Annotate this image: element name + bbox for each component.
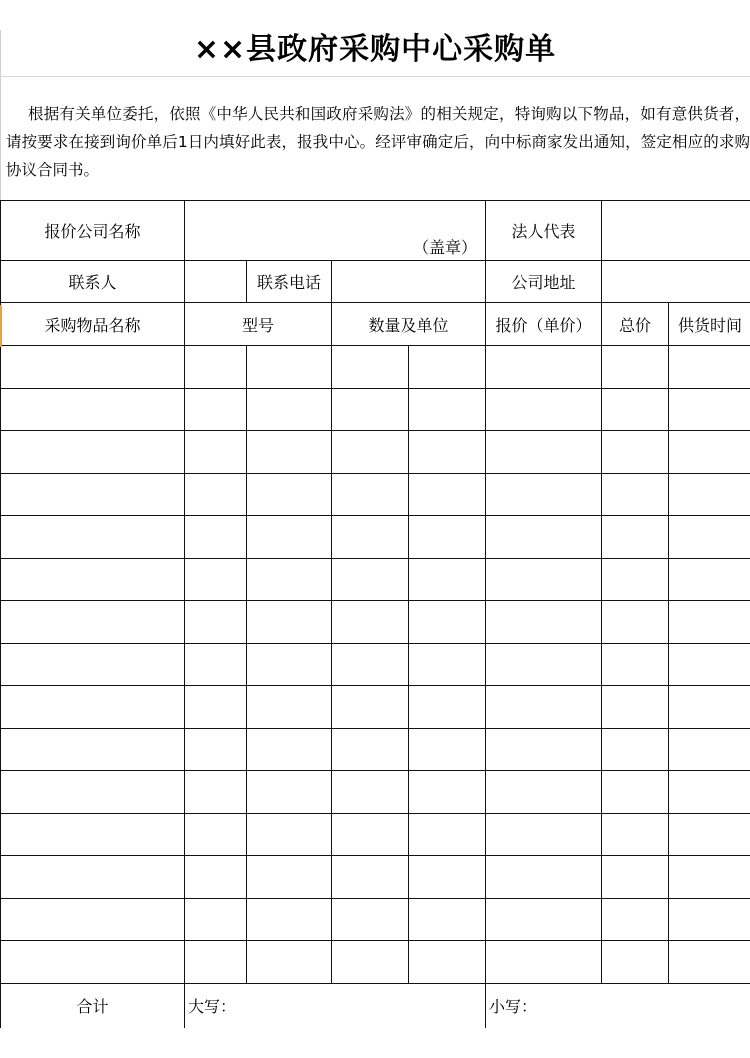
table-cell[interactable]: [409, 388, 486, 431]
data-rows: [1, 346, 750, 984]
table-row: [1, 346, 750, 389]
table-cell[interactable]: [486, 771, 602, 814]
table-cell[interactable]: [602, 431, 669, 474]
address-label: 公司地址: [486, 261, 602, 303]
table-cell[interactable]: [486, 388, 602, 431]
table-cell[interactable]: [669, 643, 750, 686]
company-name-label: 报价公司名称: [1, 201, 185, 261]
model-header: 型号: [185, 303, 332, 346]
table-row: [1, 516, 750, 559]
table-cell[interactable]: [669, 346, 750, 389]
table-cell[interactable]: [185, 601, 247, 644]
table-cell[interactable]: [247, 558, 332, 601]
table-cell[interactable]: [669, 558, 750, 601]
table-cell[interactable]: [185, 686, 247, 729]
table-cell[interactable]: [602, 813, 669, 856]
table-cell[interactable]: [1, 346, 185, 389]
table-cell[interactable]: [409, 516, 486, 559]
table-cell[interactable]: [1, 643, 185, 686]
table-cell[interactable]: [602, 856, 669, 899]
contact-field[interactable]: [185, 261, 247, 303]
table-cell[interactable]: [409, 431, 486, 474]
table-cell[interactable]: [409, 856, 486, 899]
table-cell[interactable]: [332, 516, 409, 559]
table-cell[interactable]: [669, 431, 750, 474]
table-cell[interactable]: [1, 431, 185, 474]
table-cell[interactable]: [669, 601, 750, 644]
uppercase-label: 大写：: [188, 997, 237, 1016]
table-cell[interactable]: [247, 473, 332, 516]
table-row: [1, 898, 750, 941]
table-cell[interactable]: [185, 771, 247, 814]
table-cell[interactable]: [486, 643, 602, 686]
table-cell[interactable]: [247, 728, 332, 771]
phone-field[interactable]: [332, 261, 486, 303]
table-row: [1, 856, 750, 899]
table-cell[interactable]: [247, 856, 332, 899]
table-cell[interactable]: [669, 771, 750, 814]
total-lowercase-field[interactable]: [486, 983, 750, 1028]
table-cell[interactable]: [332, 813, 409, 856]
table-cell[interactable]: [247, 898, 332, 941]
table-cell[interactable]: [247, 813, 332, 856]
table-cell[interactable]: [486, 728, 602, 771]
table-cell[interactable]: [486, 941, 602, 984]
table-cell[interactable]: [602, 643, 669, 686]
table-cell[interactable]: [247, 388, 332, 431]
table-cell[interactable]: [409, 643, 486, 686]
table-cell[interactable]: [185, 813, 247, 856]
table-cell[interactable]: [669, 941, 750, 984]
item-name-header: 采购物品名称: [1, 303, 185, 346]
table-cell[interactable]: [185, 473, 247, 516]
table-cell[interactable]: [185, 728, 247, 771]
table-cell[interactable]: [486, 516, 602, 559]
table-cell[interactable]: [486, 473, 602, 516]
lowercase-label: 小写：: [489, 997, 538, 1016]
table-cell[interactable]: [486, 898, 602, 941]
table-cell[interactable]: [409, 941, 486, 984]
table-row: [1, 388, 750, 431]
table-cell[interactable]: [247, 346, 332, 389]
table-cell[interactable]: [409, 813, 486, 856]
seal-label: （盖章）: [412, 238, 477, 257]
table-cell[interactable]: [486, 686, 602, 729]
procurement-form-table: [0, 200, 750, 1028]
table-cell[interactable]: [1, 898, 185, 941]
table-row: [1, 473, 750, 516]
company-name-field[interactable]: [185, 201, 486, 261]
table-cell[interactable]: [332, 898, 409, 941]
table-cell[interactable]: [1, 813, 185, 856]
table-cell[interactable]: [332, 601, 409, 644]
unit-price-header: 报价（单价）: [486, 303, 602, 346]
table-cell[interactable]: [1, 686, 185, 729]
intro-paragraph: 根据有关单位委托，依照《中华人民共和国政府采购法》的相关规定，特询购以下物品，如有意供货者，请按要求在接到询价单后1日内填好此表，报我中心。经评审确定后，向中标商家发出通知，签定相应的求购协议合同书。: [6, 105, 750, 179]
table-cell[interactable]: [247, 601, 332, 644]
address-field[interactable]: [602, 261, 750, 303]
table-cell[interactable]: [332, 473, 409, 516]
table-cell[interactable]: [185, 558, 247, 601]
table-cell[interactable]: [602, 686, 669, 729]
legal-rep-field[interactable]: [602, 201, 750, 261]
table-cell[interactable]: [332, 431, 409, 474]
table-cell[interactable]: [602, 346, 669, 389]
phone-label: 联系电话: [247, 261, 332, 303]
total-price-header: 总价: [602, 303, 669, 346]
table-cell[interactable]: [409, 558, 486, 601]
table-cell[interactable]: [247, 771, 332, 814]
table-cell[interactable]: [185, 431, 247, 474]
table-cell[interactable]: [669, 388, 750, 431]
table-row: [1, 686, 750, 729]
total-label: 合计: [1, 983, 185, 1028]
table-cell[interactable]: [669, 686, 750, 729]
table-row: [1, 941, 750, 984]
table-cell[interactable]: [486, 558, 602, 601]
table-cell[interactable]: [409, 898, 486, 941]
quantity-unit-header: 数量及单位: [332, 303, 486, 346]
table-cell[interactable]: [1, 558, 185, 601]
table-cell[interactable]: [486, 346, 602, 389]
table-cell[interactable]: [332, 643, 409, 686]
table-row: [1, 728, 750, 771]
table-cell[interactable]: [1, 941, 185, 984]
table-cell[interactable]: [185, 643, 247, 686]
table-cell[interactable]: [602, 728, 669, 771]
table-cell[interactable]: [602, 941, 669, 984]
table-cell[interactable]: [1, 601, 185, 644]
table-cell[interactable]: [409, 601, 486, 644]
table-cell[interactable]: [669, 856, 750, 899]
table-cell[interactable]: [332, 686, 409, 729]
table-cell[interactable]: [185, 388, 247, 431]
table-cell[interactable]: [332, 346, 409, 389]
cell-selection-marker: [0, 305, 2, 347]
quote-company-row: [1, 201, 750, 261]
table-row: [1, 431, 750, 474]
table-cell[interactable]: [185, 346, 247, 389]
table-cell[interactable]: [669, 898, 750, 941]
table-cell[interactable]: [332, 941, 409, 984]
table-cell[interactable]: [409, 473, 486, 516]
table-cell[interactable]: [185, 941, 247, 984]
table-cell[interactable]: [332, 856, 409, 899]
table-cell[interactable]: [332, 771, 409, 814]
table-cell[interactable]: [409, 728, 486, 771]
table-cell[interactable]: [602, 473, 669, 516]
table-row: [1, 771, 750, 814]
table-cell[interactable]: [409, 346, 486, 389]
table-cell[interactable]: [185, 898, 247, 941]
table-row: [1, 558, 750, 601]
table-cell[interactable]: [602, 516, 669, 559]
legal-rep-label: 法人代表: [486, 201, 602, 261]
delivery-time-header: 供货时间: [669, 303, 750, 346]
table-cell[interactable]: [486, 431, 602, 474]
table-cell[interactable]: [409, 686, 486, 729]
table-cell[interactable]: [1, 473, 185, 516]
table-cell[interactable]: [247, 516, 332, 559]
table-row: [1, 813, 750, 856]
table-cell[interactable]: [486, 813, 602, 856]
table-cell[interactable]: [602, 601, 669, 644]
table-cell[interactable]: [1, 856, 185, 899]
total-row: [1, 983, 750, 1028]
title-divider: [0, 76, 750, 77]
column-header-row: [1, 303, 750, 346]
table-cell[interactable]: [247, 941, 332, 984]
total-uppercase-field[interactable]: [185, 983, 486, 1028]
table-cell[interactable]: [669, 516, 750, 559]
table-cell[interactable]: [602, 771, 669, 814]
table-cell[interactable]: [1, 728, 185, 771]
table-row: [1, 643, 750, 686]
table-cell[interactable]: [332, 558, 409, 601]
table-cell[interactable]: [185, 856, 247, 899]
table-cell[interactable]: [669, 728, 750, 771]
table-cell[interactable]: [332, 728, 409, 771]
table-cell[interactable]: [602, 898, 669, 941]
table-cell[interactable]: [486, 601, 602, 644]
table-cell[interactable]: [486, 856, 602, 899]
table-cell[interactable]: [1, 771, 185, 814]
contact-label: 联系人: [1, 261, 185, 303]
table-cell[interactable]: [247, 686, 332, 729]
table-cell[interactable]: [185, 516, 247, 559]
table-cell[interactable]: [669, 813, 750, 856]
table-cell[interactable]: [1, 388, 185, 431]
page-title: ××县政府采购中心采购单: [193, 32, 557, 67]
table-cell[interactable]: [602, 388, 669, 431]
table-cell[interactable]: [247, 431, 332, 474]
contact-row: [1, 261, 750, 303]
table-cell[interactable]: [247, 643, 332, 686]
table-cell[interactable]: [602, 558, 669, 601]
table-cell[interactable]: [332, 388, 409, 431]
table-cell[interactable]: [1, 516, 185, 559]
table-row: [1, 601, 750, 644]
table-cell[interactable]: [669, 473, 750, 516]
table-cell[interactable]: [409, 771, 486, 814]
